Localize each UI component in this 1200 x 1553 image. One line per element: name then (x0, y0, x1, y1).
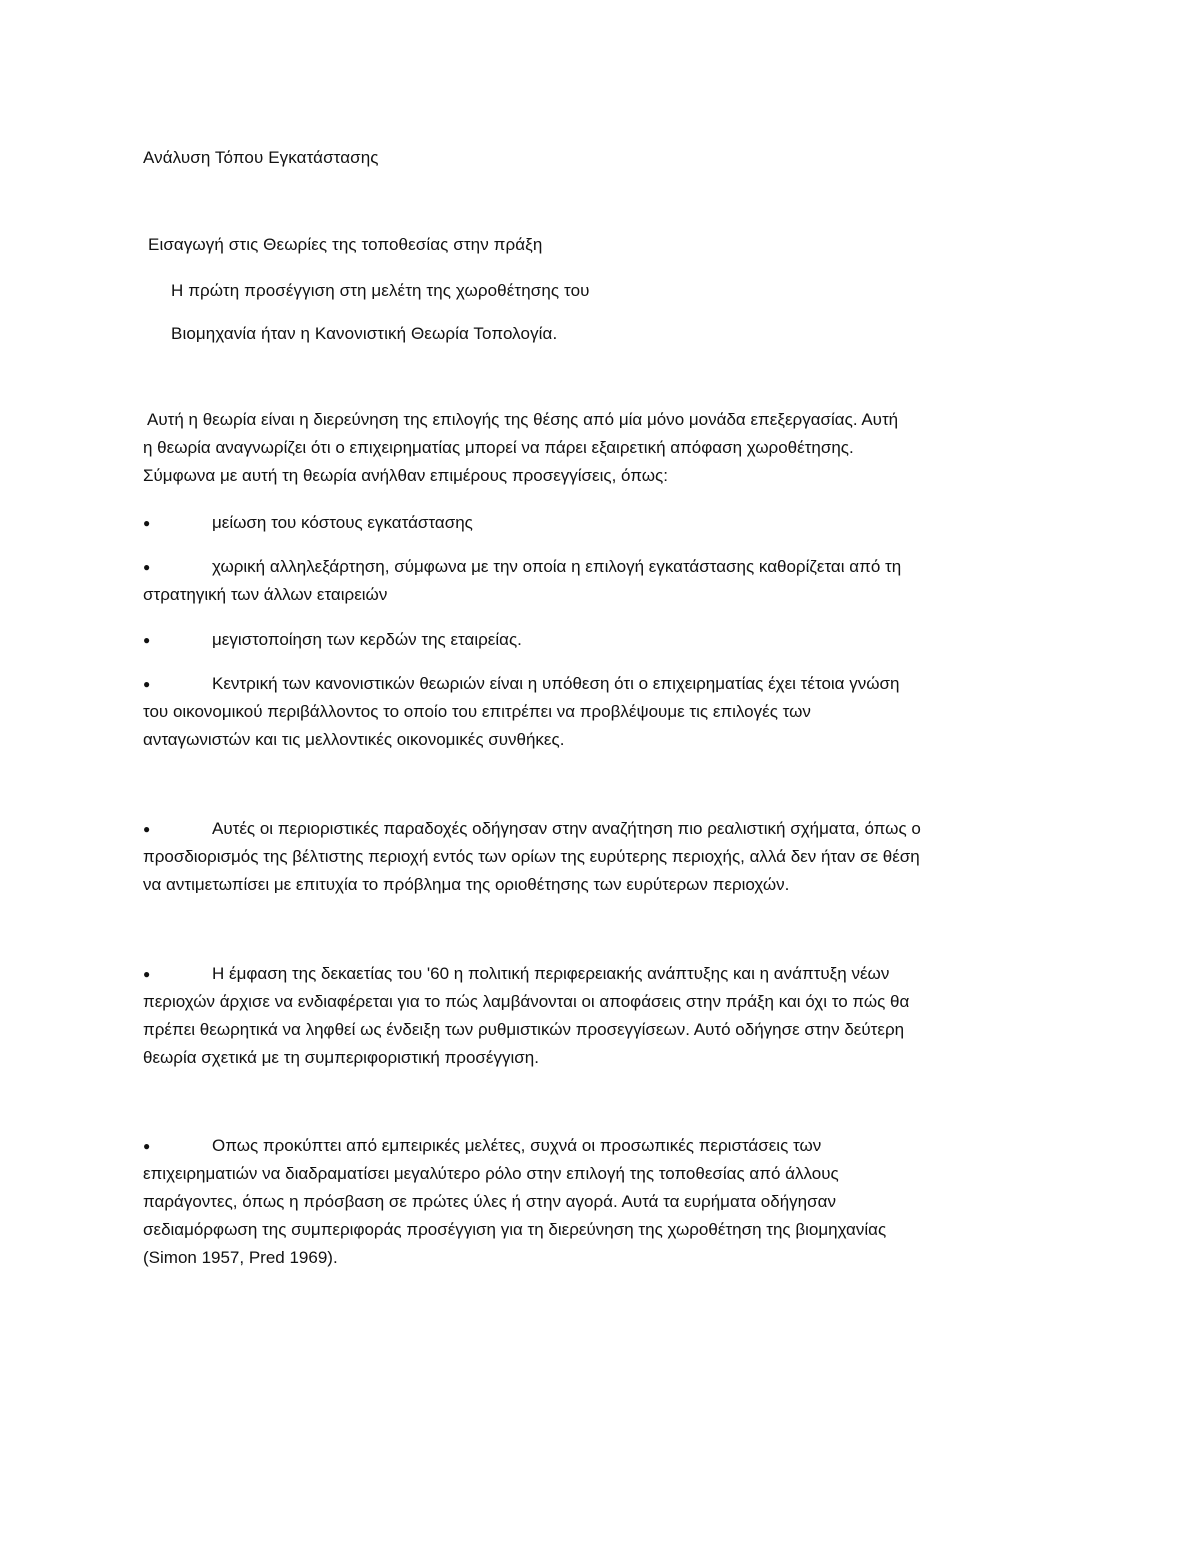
bullet-text: Κεντρική των κανονιστικών θεωριών είναι η υπόθεση ότι ο επιχειρηματίας έχει τέτοια γνώση (212, 674, 900, 693)
bullet-text: Οπως προκύπτει από εμπειρικές μελέτες, συχνά οι προσωπικές περιστάσεις των (212, 1136, 822, 1155)
bullet-icon: ● (143, 1139, 151, 1153)
bullet-line (143, 815, 1063, 843)
bullet-text: μείωση του κόστους εγκατάστασης (212, 513, 473, 532)
bullet-text: χωρική αλληλεξάρτηση, σύμφωνα με την οποία η επιλογή εγκατάστασης καθορίζεται από τη (212, 557, 902, 576)
bullet-text: (Simon 1957, Pred 1969). (143, 1248, 338, 1267)
intro-line: Η πρώτη προσέγγιση στη μελέτη της χωροθέτησης του (171, 281, 590, 300)
bullet-text: μεγιστοποίηση των κερδών της εταιρείας. (212, 630, 522, 649)
bullet-item (143, 670, 1063, 754)
intro-line: Βιομηχανία ήταν η Κανονιστική Θεωρία Τοπολογία. (171, 324, 558, 343)
bullet-item (143, 509, 1063, 537)
bullet-text: ανταγωνιστών και τις μελλοντικές οικονομικές συνθήκες. (143, 730, 565, 749)
bullet-item (143, 626, 1063, 654)
bullet-icon: ● (143, 633, 151, 647)
bullet-text: στρατηγική των άλλων εταιρειών (143, 585, 388, 604)
bullet-text: σεδιαμόρφωση της συμπεριφοράς προσέγγιση για τη διερεύνηση της χωροθέτηση της βιομηχανίας (143, 1220, 887, 1239)
paragraph-line: η θεωρία αναγνωρίζει ότι ο επιχειρηματίας μπορεί να πάρει εξαιρετική απόφαση χωροθέτησης. (143, 438, 854, 457)
bullet-icon: ● (143, 822, 151, 836)
bullet-item (143, 960, 1063, 1072)
bullet-item (143, 553, 1063, 609)
bullet-text: παράγοντες, όπως η πρόσβαση σε πρώτες ύλες ή στην αγορά. Αυτά τα ευρήματα οδήγησαν (143, 1192, 836, 1211)
bullet-line (143, 509, 1063, 537)
document-title: Ανάλυση Τόπου Εγκατάστασης (143, 148, 379, 167)
bullet-line (143, 553, 1063, 581)
bullet-text: Η έμφαση της δεκαετίας του '60 η πολιτική περιφερειακής ανάπτυξης και η ανάπτυξη νέων (212, 964, 890, 983)
bullet-icon: ● (143, 560, 151, 574)
paragraph-line: Αυτή η θεωρία είναι η διερεύνηση της επιλογής της θέσης από μία μόνο μονάδα επεξεργασίας. Αυτή (147, 410, 899, 429)
bullet-line (143, 670, 1063, 698)
bullet-item (143, 815, 1063, 899)
bullet-item (143, 1132, 1063, 1272)
bullet-text: πρέπει θεωρητικά να ληφθεί ως ένδειξη των ρυθμιστικών προσεγγίσεων. Αυτό οδήγησε στην δεύτερη (143, 1020, 905, 1039)
bullet-line (143, 626, 1063, 654)
intro-heading: Εισαγωγή στις Θεωρίες της τοποθεσίας στην πράξη (148, 235, 543, 254)
paragraph-theory (143, 406, 1063, 490)
bullet-line (143, 960, 1063, 988)
bullet-text: να αντιμετωπίσει με επιτυχία το πρόβλημα της οριοθέτησης των ευρύτερων περιοχών. (143, 875, 790, 894)
bullet-text: Αυτές οι περιοριστικές παραδοχές οδήγησαν στην αναζήτηση πιο ρεαλιστική σχήματα, όπως ο (212, 819, 921, 838)
bullet-text: περιοχών άρχισε να ενδιαφέρεται για το πώς λαμβάνονται οι αποφάσεις στην πράξη και όχι το πώς θα (143, 992, 910, 1011)
bullet-text: προσδιορισμός της βέλτιστης περιοχή εντός των ορίων της ευρύτερης περιοχής, αλλά δεν ήταν σε θέση (143, 847, 920, 866)
bullet-text: επιχειρηματιών να διαδραματίσει μεγαλύτερο ρόλο στην επιλογή της τοποθεσίας από άλλους (143, 1164, 839, 1183)
bullet-icon: ● (143, 967, 151, 981)
bullet-icon: ● (143, 516, 151, 530)
bullet-line (143, 1132, 1063, 1160)
bullet-icon: ● (143, 677, 151, 691)
paragraph-line: Σύμφωνα με αυτή τη θεωρία ανήλθαν επιμέρους προσεγγίσεις, όπως: (143, 466, 668, 485)
bullet-text: θεωρία σχετικά με τη συμπεριφοριστική προσέγγιση. (143, 1048, 539, 1067)
bullet-text: του οικονομικού περιβάλλοντος το οποίο του επιτρέπει να προβλέψουμε τις επιλογές των (143, 702, 811, 721)
